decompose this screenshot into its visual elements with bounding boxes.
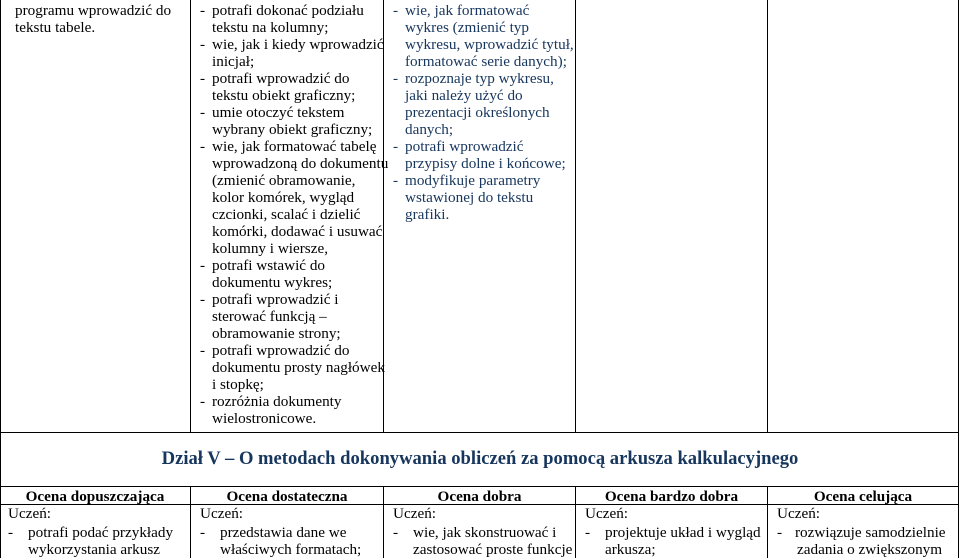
list-item: - potrafi wprowadzić do dokumentu prosty nagłówek i stopkę; [200,342,388,393]
grade-header-bardzo-dobra: Ocena bardzo dobra [604,488,739,505]
list-item: - modyfikuje parametry wstawionej do tekstu grafiki. [393,172,574,223]
list-item: - potrafi dokonać podziału tekstu na kolumny; [200,2,388,36]
list-item: - projektuje układ i wygląd arkusza; [585,524,761,558]
list-item: - wie, jak formatować wykres (zmienić typ wykresu, wprowadzić tytuł, formatować serie danych); [393,2,574,70]
grade-header-celujaca: Ocena celująca [813,488,913,505]
grade-list-dostateczna [200,524,361,558]
table-border-right [958,0,959,558]
grade-header-dopuszczajaca: Ocena dopuszczająca [25,488,165,505]
table-border-left [0,0,1,558]
list-item: - przedstawia dane we właściwych formatach; [200,524,361,558]
grade-list-bardzo-dobra [585,524,761,558]
col-divider-1 [190,0,191,432]
row-divider-title-end [0,486,959,487]
grade-list-celujaca [777,524,946,558]
list-item: - potrafi wprowadzić do tekstu obiekt graficzny; [200,70,388,104]
section-title: Dział V – O metodach dokonywania obliczeń za pomocą arkusza kalkulacyjnego [161,448,799,469]
grade-list-dopuszczajaca [8,524,173,558]
list-item: - umie otoczyć tekstem wybrany obiekt graficzny; [200,104,388,138]
list-item: - potrafi wstawić do dokumentu wykres; [200,257,388,291]
grade-header-dostateczna: Ocena dostateczna [226,488,348,505]
uczen-label: Uczeń: [777,505,821,522]
list-item: - wie, jak skonstruować i zastosować proste funkcje [393,524,572,558]
col1-line-1: programu wprowadzić do [15,2,172,19]
col-divider-3 [575,0,576,432]
list-item: - potrafi podać przykłady wykorzystania arkusz [8,524,173,558]
uczen-label: Uczeń: [393,505,437,522]
list-item: - wie, jak i kiedy wprowadzić inicjał; [200,36,388,70]
list-item: - rozróżnia dokumenty wielostronicowe. [200,393,388,427]
list-item: - rozpoznaje typ wykresu, jaki należy użyć do prezentacji określonych danych; [393,70,574,138]
col1-line-2: tekstu tabele. [15,19,96,36]
uczen-label: Uczeń: [8,505,52,522]
uczen-label: Uczeń: [585,505,629,522]
uczen-label: Uczeń: [200,505,244,522]
col2-competency-list [200,2,388,427]
list-item: - potrafi wprowadzić i sterować funkcją – obramowanie strony; [200,291,388,342]
list-item: - rozwiązuje samodzielnie zadania o zwiększonym [777,524,946,558]
list-item: - wie, jak formatować tabelę wprowadzoną do dokumentu (zmienić obramowanie, kolor komórek, wygląd czcionki, scalać i dzielić komórki, dodawać i usuwać kolumny i wiersze, [200,138,388,257]
col-divider-4 [767,0,768,432]
row-divider-top-end [0,432,959,433]
grade-list-dobra [393,524,572,558]
col3-competency-list [393,2,574,223]
grade-header-dobra: Ocena dobra [437,488,522,505]
list-item: - potrafi wprowadzić przypisy dolne i końcowe; [393,138,574,172]
